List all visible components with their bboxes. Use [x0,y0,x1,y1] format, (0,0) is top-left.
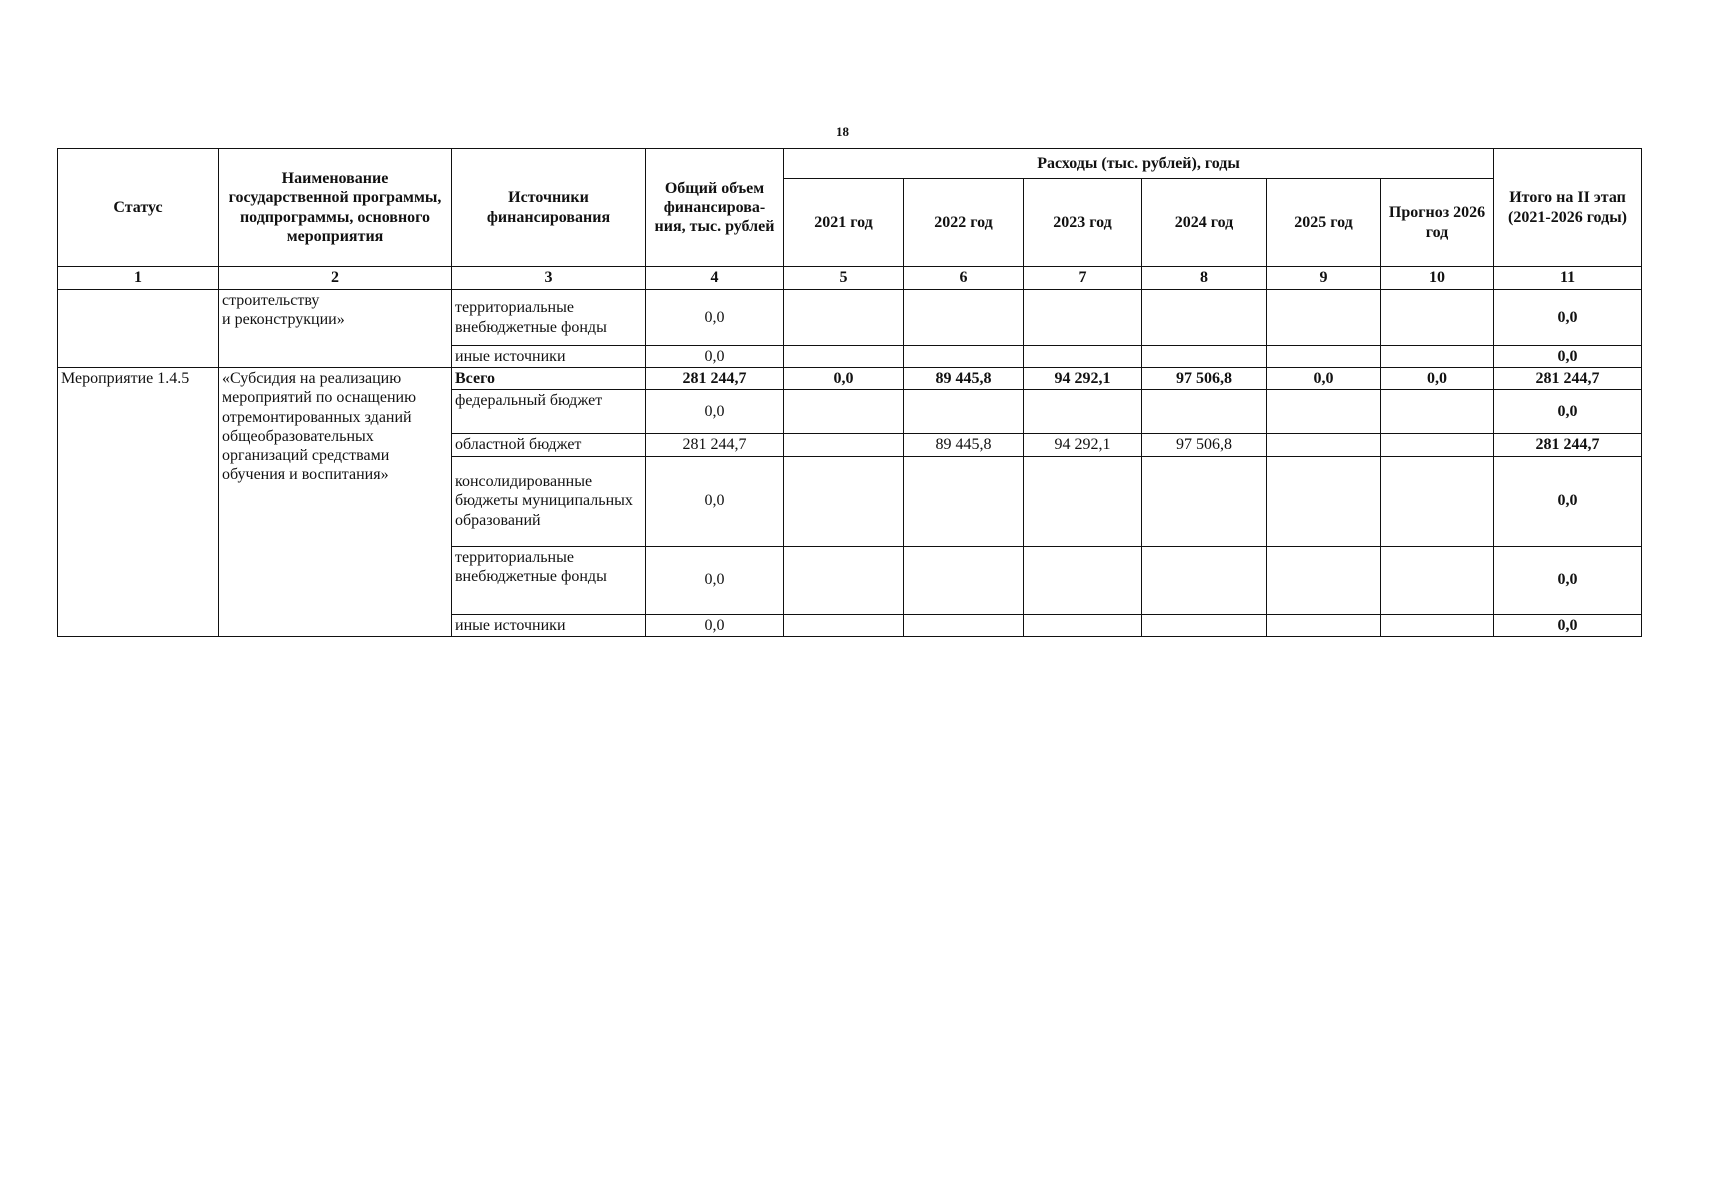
year-value-cell [1267,346,1381,368]
column-number: 4 [646,267,784,290]
header-expenses-group: Расходы (тыс. рублей), годы [784,149,1494,179]
year-value-cell [1024,456,1142,546]
column-numbers-row [58,267,1642,290]
year-value-cell [1381,546,1494,614]
year-value-cell [1024,546,1142,614]
column-number: 9 [1267,267,1381,290]
year-value-cell [904,390,1024,434]
program-name-cell: строительству и реконструкции» [219,290,452,368]
stage-total-cell: 0,0 [1494,546,1642,614]
year-value-cell [904,290,1024,346]
column-number: 1 [58,267,219,290]
header-stage-total: Итого на II этап (2021-2026 годы) [1494,149,1642,267]
total-cell: 0,0 [646,546,784,614]
year-value-cell [1267,546,1381,614]
year-value-cell: 0,0 [1267,368,1381,390]
stage-total-cell: 0,0 [1494,290,1642,346]
year-value-cell [1024,290,1142,346]
year-value-cell [1024,614,1142,636]
year-value-cell: 94 292,1 [1024,434,1142,456]
year-value-cell [784,390,904,434]
year-value-cell [1267,434,1381,456]
column-number: 5 [784,267,904,290]
header-total-volume: Общий объем финансирова-ния, тыс. рублей [646,149,784,267]
total-cell: 0,0 [646,346,784,368]
year-value-cell [1381,456,1494,546]
program-name-cell: «Субсидия на реализацию мероприятий по оснащению отремонтированных зданий общеобразовательных организаций средствами обучения и воспитания» [219,368,452,637]
year-value-cell [784,546,904,614]
column-number: 7 [1024,267,1142,290]
year-value-cell [1142,546,1267,614]
year-value-cell [1267,614,1381,636]
total-cell: 281 244,7 [646,434,784,456]
header-year: 2022 год [904,179,1024,267]
header-name: Наименование государственной программы, подпрограммы, основного мероприятия [219,149,452,267]
header-sources: Источники финансирования [452,149,646,267]
year-value-cell [1142,456,1267,546]
stage-total-cell: 0,0 [1494,456,1642,546]
header-year: 2024 год [1142,179,1267,267]
source-cell: иные источники [452,346,646,368]
column-number: 2 [219,267,452,290]
year-value-cell [1381,290,1494,346]
year-value-cell [784,434,904,456]
total-cell: 0,0 [646,290,784,346]
year-value-cell [1381,614,1494,636]
column-number: 3 [452,267,646,290]
header-year: Прогноз 2026 год [1381,179,1494,267]
total-cell: 281 244,7 [646,368,784,390]
year-value-cell [1381,346,1494,368]
status-cell: Мероприятие 1.4.5 [58,368,219,637]
header-year: 2023 год [1024,179,1142,267]
source-cell: областной бюджет [452,434,646,456]
source-cell: федеральный бюджет [452,390,646,434]
source-cell: консолидированные бюджеты муниципальных образований [452,456,646,546]
year-value-cell [1142,614,1267,636]
year-value-cell [904,456,1024,546]
year-value-cell [784,456,904,546]
year-value-cell [1381,434,1494,456]
stage-total-cell: 281 244,7 [1494,368,1642,390]
header-status: Статус [58,149,219,267]
table-row [58,368,1642,390]
status-cell [58,290,219,368]
column-number: 11 [1494,267,1642,290]
stage-total-cell: 0,0 [1494,390,1642,434]
total-cell: 0,0 [646,614,784,636]
column-number: 6 [904,267,1024,290]
year-value-cell [784,614,904,636]
year-value-cell [784,290,904,346]
source-cell: Всего [452,368,646,390]
column-number: 10 [1381,267,1494,290]
year-value-cell: 97 506,8 [1142,434,1267,456]
total-cell: 0,0 [646,456,784,546]
source-cell: территориальные внебюджетные фонды [452,290,646,346]
stage-total-cell: 0,0 [1494,346,1642,368]
year-value-cell [1024,346,1142,368]
year-value-cell: 89 445,8 [904,434,1024,456]
year-value-cell [1142,290,1267,346]
year-value-cell [784,346,904,368]
year-value-cell [1142,390,1267,434]
source-cell: иные источники [452,614,646,636]
year-value-cell [1381,390,1494,434]
source-cell: территориальные внебюджетные фонды [452,546,646,614]
year-value-cell [1142,346,1267,368]
year-value-cell [1267,456,1381,546]
header-year: 2021 год [784,179,904,267]
year-value-cell [1267,390,1381,434]
table-row [58,290,1642,346]
year-value-cell: 97 506,8 [1142,368,1267,390]
year-value-cell [904,614,1024,636]
stage-total-cell: 0,0 [1494,614,1642,636]
budget-table [57,148,1642,637]
year-value-cell [904,346,1024,368]
column-number: 8 [1142,267,1267,290]
stage-total-cell: 281 244,7 [1494,434,1642,456]
page-number: 18 [836,124,849,139]
year-value-cell: 89 445,8 [904,368,1024,390]
total-cell: 0,0 [646,390,784,434]
year-value-cell [904,546,1024,614]
year-value-cell [1024,390,1142,434]
header-year: 2025 год [1267,179,1381,267]
year-value-cell [1267,290,1381,346]
year-value-cell: 94 292,1 [1024,368,1142,390]
year-value-cell: 0,0 [1381,368,1494,390]
year-value-cell: 0,0 [784,368,904,390]
